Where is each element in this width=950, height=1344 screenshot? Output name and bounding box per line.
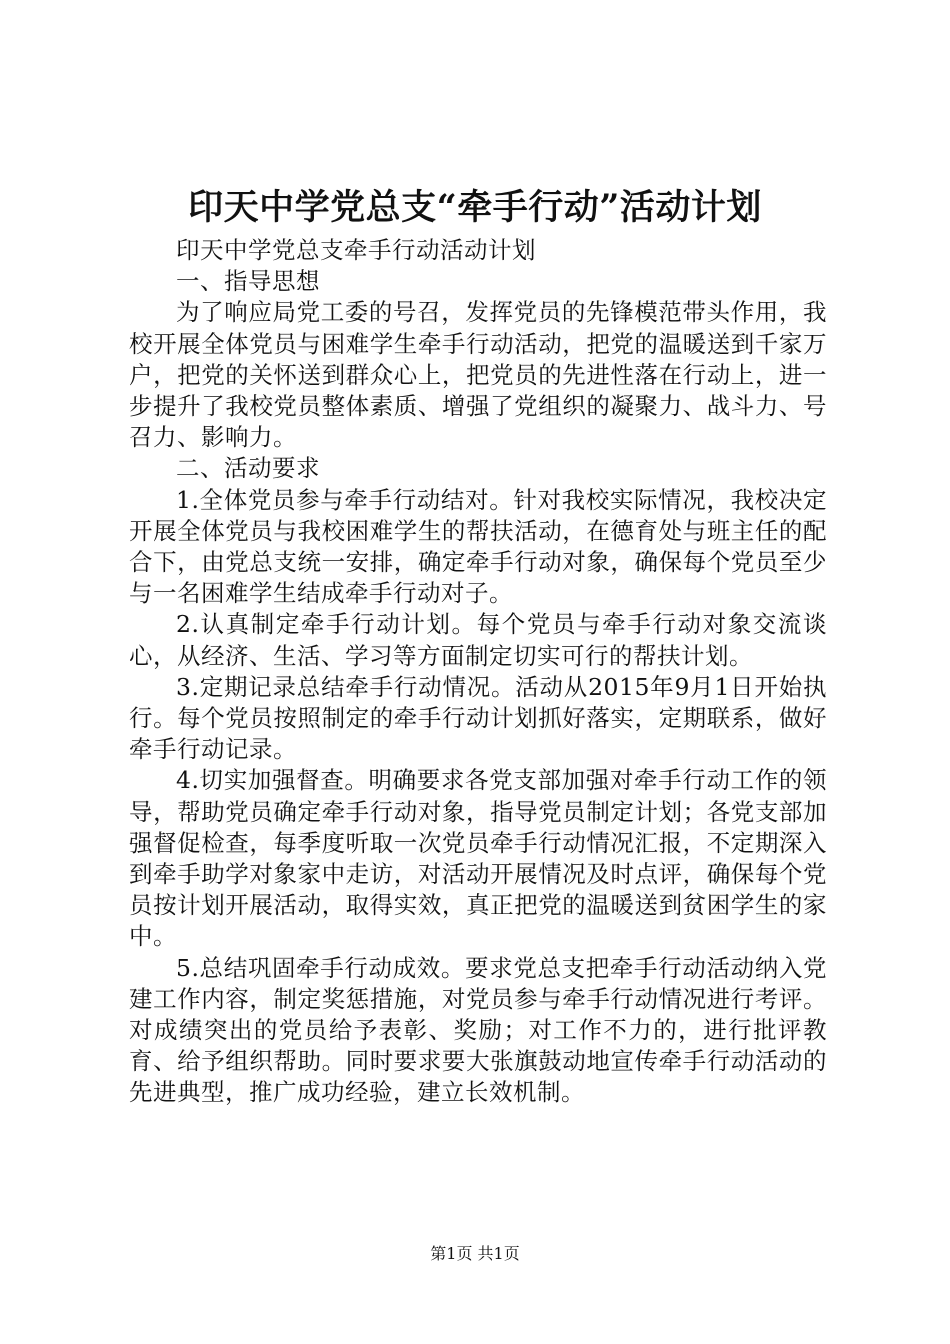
paragraph-requirement-5: 5.总结巩固牵手行动成效。要求党总支把牵手行动活动纳入党建工作内容，制定奖惩措施，对党员参与牵手行动情况进行考评。对成绩突出的党员给予表彰、奖励；对工作不力的，进行批评教育、给予组织帮助。同时要求要大张旗鼓动地宣传牵手行动活动的先进典型，推广成功经验，建立长效机制。 (129, 953, 827, 1107)
section-heading-activity-requirements: 二、活动要求 (176, 454, 320, 483)
paragraph-requirement-1: 1.全体党员参与牵手行动结对。针对我校实际情况，我校决定开展全体党员与我校困难学生的帮扶活动，在德育处与班主任的配合下，由党总支统一安排，确定牵手行动对象，确保每个党员至少与一名困难学生结成牵手行动对子。 (129, 485, 827, 608)
paragraph-requirement-3: 3.定期记录总结牵手行动情况。活动从2015年9月1日开始执行。每个党员按照制定的牵手行动计划抓好落实，定期联系，做好牵手行动记录。 (129, 672, 827, 764)
paragraph-requirement-4: 4.切实加强督查。明确要求各党支部加强对牵手行动工作的领导，帮助党员确定牵手行动对象，指导党员制定计划；各党支部加强督促检查，每季度听取一次党员牵手行动情况汇报，不定期深入到牵手助学对象家中走访，对活动开展情况及时点评，确保每个党员按计划开展活动，取得实效，真正把党的温暖送到贫困学生的家中。 (129, 766, 827, 951)
document-body (129, 235, 827, 1109)
page-footer: 第1页 共1页 (430, 1244, 520, 1263)
subtitle-paragraph: 印天中学党总支牵手行动活动计划 (176, 236, 536, 264)
paragraph-guiding-thought: 为了响应局党工委的号召，发挥党员的先锋模范带头作用，我校开展全体党员与困难学生牵手行动活动，把党的温暖送到千家万户，把党的关怀送到群众心上，把党员的先进性落在行动上，进一步提升了我校党员整体素质、增强了党组织的凝聚力、战斗力、号召力、影响力。 (129, 298, 827, 452)
document-title: 印天中学党总支“牵手行动”活动计划 (188, 187, 762, 228)
section-heading-guiding-thought: 一、指导思想 (176, 267, 320, 296)
paragraph-requirement-2: 2.认真制定牵手行动计划。每个党员与牵手行动对象交流谈心，从经济、生活、学习等方面制定切实可行的帮扶计划。 (129, 610, 827, 670)
